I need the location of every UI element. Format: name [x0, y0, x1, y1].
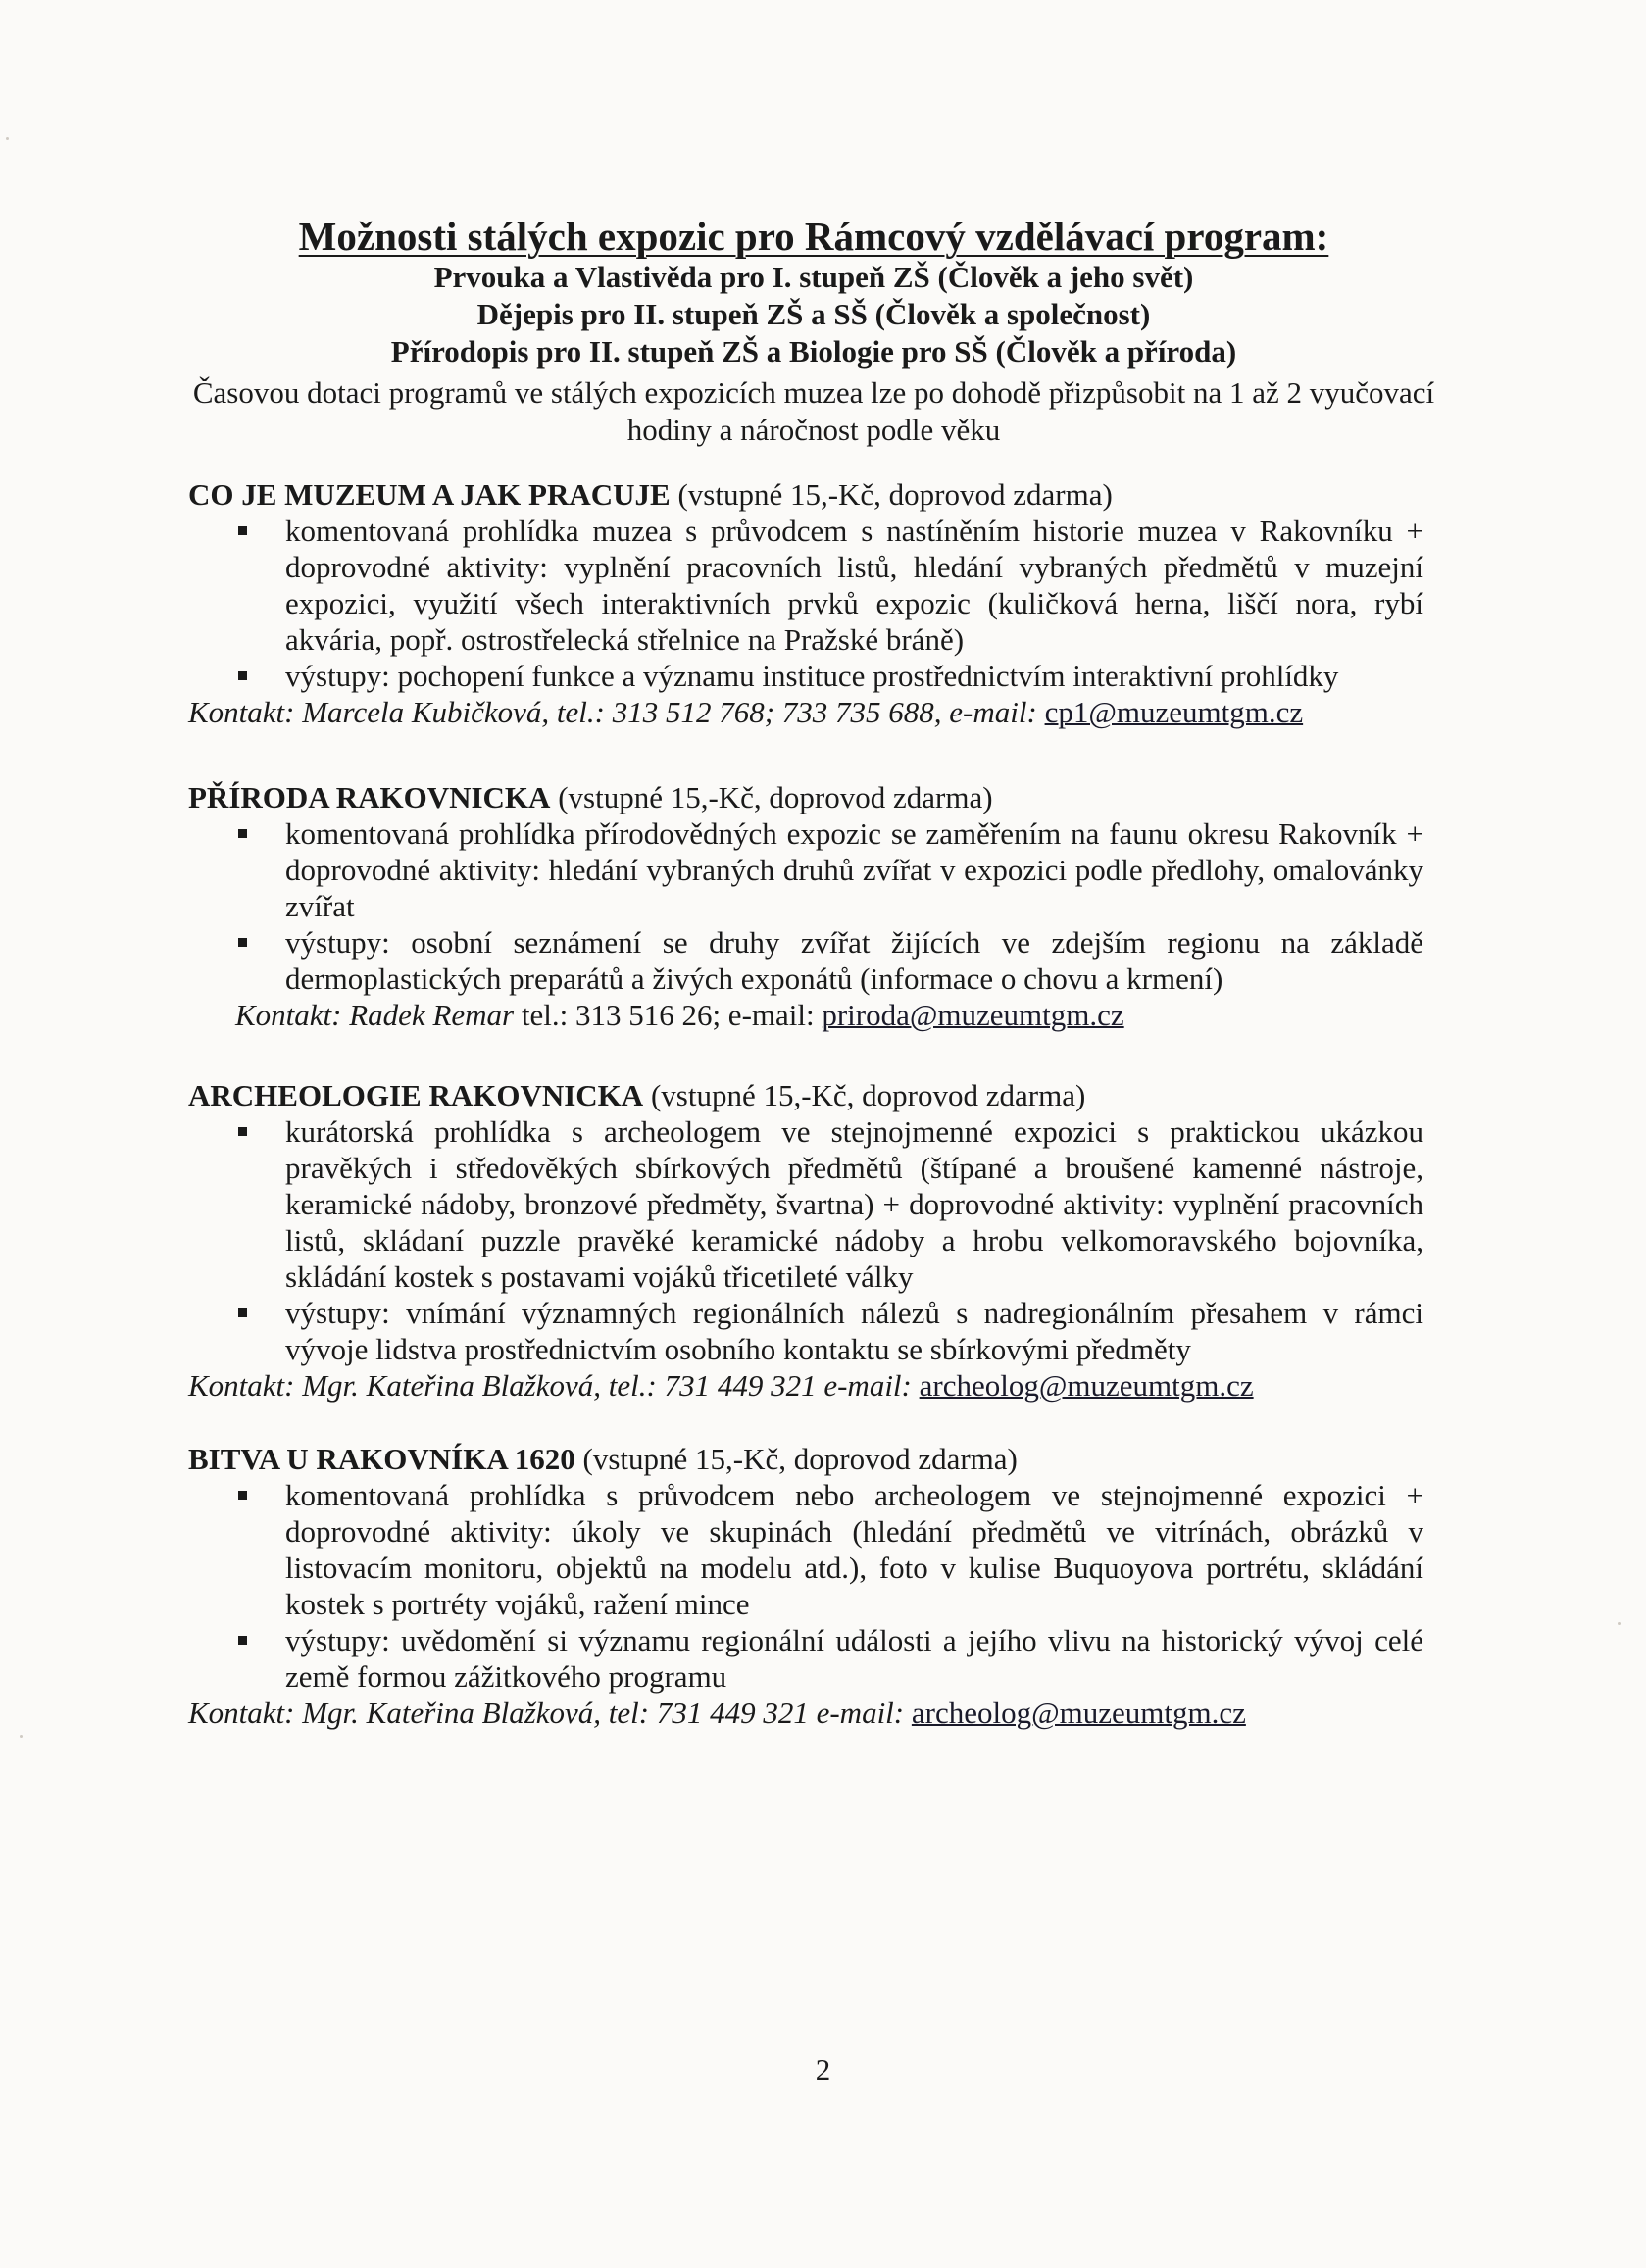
- item-text: komentovaná prohlídka přírodovědných expozic se zaměřením na faunu okresu Rakovník + doprovodné aktivity: hledání vybraných druhů zvířat v expozici podle předlohy, omalovánky zvířat: [285, 816, 1423, 923]
- section-fee: (vstupné 15,-Kč, doprovod zdarma): [574, 1442, 1018, 1476]
- section-title: PŘÍRODA RAKOVNICKA: [188, 780, 551, 814]
- section-title: ARCHEOLOGIE RAKOVNICKA: [188, 1078, 644, 1112]
- document-title: Možnosti stálých expozic pro Rámcový vzdělávací program:: [298, 214, 1329, 259]
- contact-label: Kontakt: Mgr. Kateřina Blažková, tel: 731 449 321 e-mail:: [188, 1696, 912, 1730]
- list-item: [285, 1622, 1423, 1695]
- section-items: [188, 815, 1423, 997]
- list-item: [285, 1295, 1423, 1367]
- section-fee: (vstupné 15,-Kč, doprovod zdarma): [643, 1078, 1086, 1112]
- item-text: kurátorská prohlídka s archeologem ve stejnojmenné expozici s praktickou ukázkou pravěkých i středověkých sbírkových předmětů (štípané a broušené kamenné nástroje, keramické nádoby, bronzové předměty, švartna) + doprovodné aktivity: vyplnění pracovních listů, skládaní puzzle pravěké keramické nádoby a hrobu velkomoravského bojovníka, skládání kostek s postavami vojáků třicetileté války: [285, 1114, 1423, 1294]
- bullet-icon: [238, 1127, 247, 1136]
- list-item: [285, 658, 1423, 694]
- scan-speck: [6, 137, 9, 140]
- section-fee: (vstupné 15,-Kč, doprovod zdarma): [550, 780, 993, 814]
- contact-line: [188, 1695, 1423, 1731]
- time-note: Časovou dotaci programů ve stálých expozicích muzea lze po dohodě přizpůsobit na 1 až 2 vyučovací hodiny a náročnost podle věku: [192, 375, 1435, 447]
- bullet-icon: [238, 1636, 247, 1645]
- section-heading: [188, 1441, 1423, 1477]
- contact-line: [188, 997, 1423, 1033]
- item-text: komentovaná prohlídka s průvodcem nebo archeologem ve stejnojmenné expozici + doprovodné aktivity: úkoly ve skupinách (hledání předmětů ve vitrínách, obrázků v listovacím monitoru, objektů na modelu atd.), foto v kulise Buquoyova portrétu, skládání kostek s portréty vojáků, ražení mince: [285, 1478, 1423, 1621]
- list-item: [285, 1113, 1423, 1295]
- section-heading: [188, 779, 1423, 815]
- section-fee: (vstupné 15,-Kč, doprovod zdarma): [670, 477, 1113, 512]
- section-items: [188, 513, 1423, 694]
- bullet-icon: [238, 1308, 247, 1317]
- bullet-icon: [238, 938, 247, 947]
- item-text: komentovaná prohlídka muzea s průvodcem s nastíněním historie muzea v Rakovníku + doprovodné aktivity: vyplnění pracovních listů, hledání vybraných předmětů v muzejní expozici, využití všech interaktivních prvků expozic (kuličková herna, liščí nora, rybí akvária, popř. ostrostřelecká střelnice na Pražské bráně): [285, 514, 1423, 657]
- list-item: [285, 513, 1423, 658]
- section-bitva-u-rakovnika: [188, 1441, 1423, 1731]
- subtitle-line-2: Dějepis pro II. stupeň ZŠ a SŠ (Člověk a společnost): [476, 297, 1151, 331]
- scan-speck: [20, 1735, 23, 1738]
- section-items: [188, 1477, 1423, 1695]
- section-title: CO JE MUZEUM A JAK PRACUJE: [188, 477, 671, 512]
- list-item: [285, 1477, 1423, 1622]
- section-heading: [188, 476, 1423, 513]
- page-number: 2: [815, 2052, 831, 2087]
- contact-line: [188, 694, 1423, 730]
- contact-line: [188, 1367, 1423, 1404]
- contact-phone: tel.: 313 516 26; e-mail:: [514, 998, 823, 1032]
- bullet-icon: [238, 829, 247, 838]
- list-item: [285, 924, 1423, 997]
- item-text: výstupy: osobní seznámení se druhy zvířat žijících ve zdejším regionu na základě dermoplastických preparátů a živých exponátů (informace o chovu a krmení): [285, 925, 1423, 996]
- subtitle-line-3: Přírodopis pro II. stupeň ZŠ a Biologie pro SŠ (Člověk a příroda): [390, 334, 1237, 369]
- contact-email-link[interactable]: priroda@muzeumtgm.cz: [822, 998, 1124, 1032]
- bullet-icon: [238, 1491, 247, 1500]
- item-text: výstupy: uvědomění si významu regionální události a jejího vlivu na historický vývoj celé země formou zážitkového programu: [285, 1623, 1423, 1694]
- bullet-icon: [238, 671, 247, 680]
- item-text: výstupy: vnímání významných regionálních nálezů s nadregionálním přesahem v rámci vývoje lidstva prostřednictvím osobního kontaktu se sbírkovými předměty: [285, 1296, 1423, 1366]
- contact-label: Kontakt: Radek Remar: [235, 998, 515, 1032]
- section-heading: [188, 1077, 1423, 1113]
- section-priroda-rakovnicka: [188, 779, 1423, 1033]
- section-title: BITVA U RAKOVNÍKA 1620: [188, 1442, 575, 1476]
- item-text: výstupy: pochopení funkce a významu instituce prostřednictvím interaktivní prohlídky: [285, 659, 1339, 693]
- section-archeologie-rakovnicka: [188, 1077, 1423, 1404]
- contact-email-link[interactable]: archeolog@muzeumtgm.cz: [911, 1696, 1246, 1730]
- section-co-je-muzeum: [188, 476, 1423, 730]
- list-item: [285, 815, 1423, 924]
- contact-label: Kontakt: Mgr. Kateřina Blažková, tel.: 731 449 321 e-mail:: [188, 1368, 920, 1403]
- scan-speck: [1618, 1622, 1621, 1625]
- contact-label: Kontakt: Marcela Kubičková, tel.: 313 512 768; 733 735 688, e-mail:: [188, 695, 1045, 729]
- bullet-icon: [238, 526, 247, 535]
- contact-email-link[interactable]: cp1@muzeumtgm.cz: [1044, 695, 1304, 729]
- section-items: [188, 1113, 1423, 1367]
- contact-email-link[interactable]: archeolog@muzeumtgm.cz: [919, 1368, 1254, 1403]
- document-header: [176, 214, 1451, 449]
- subtitle-line-1: Prvouka a Vlastivěda pro I. stupeň ZŠ (Člověk a jeho svět): [433, 260, 1194, 294]
